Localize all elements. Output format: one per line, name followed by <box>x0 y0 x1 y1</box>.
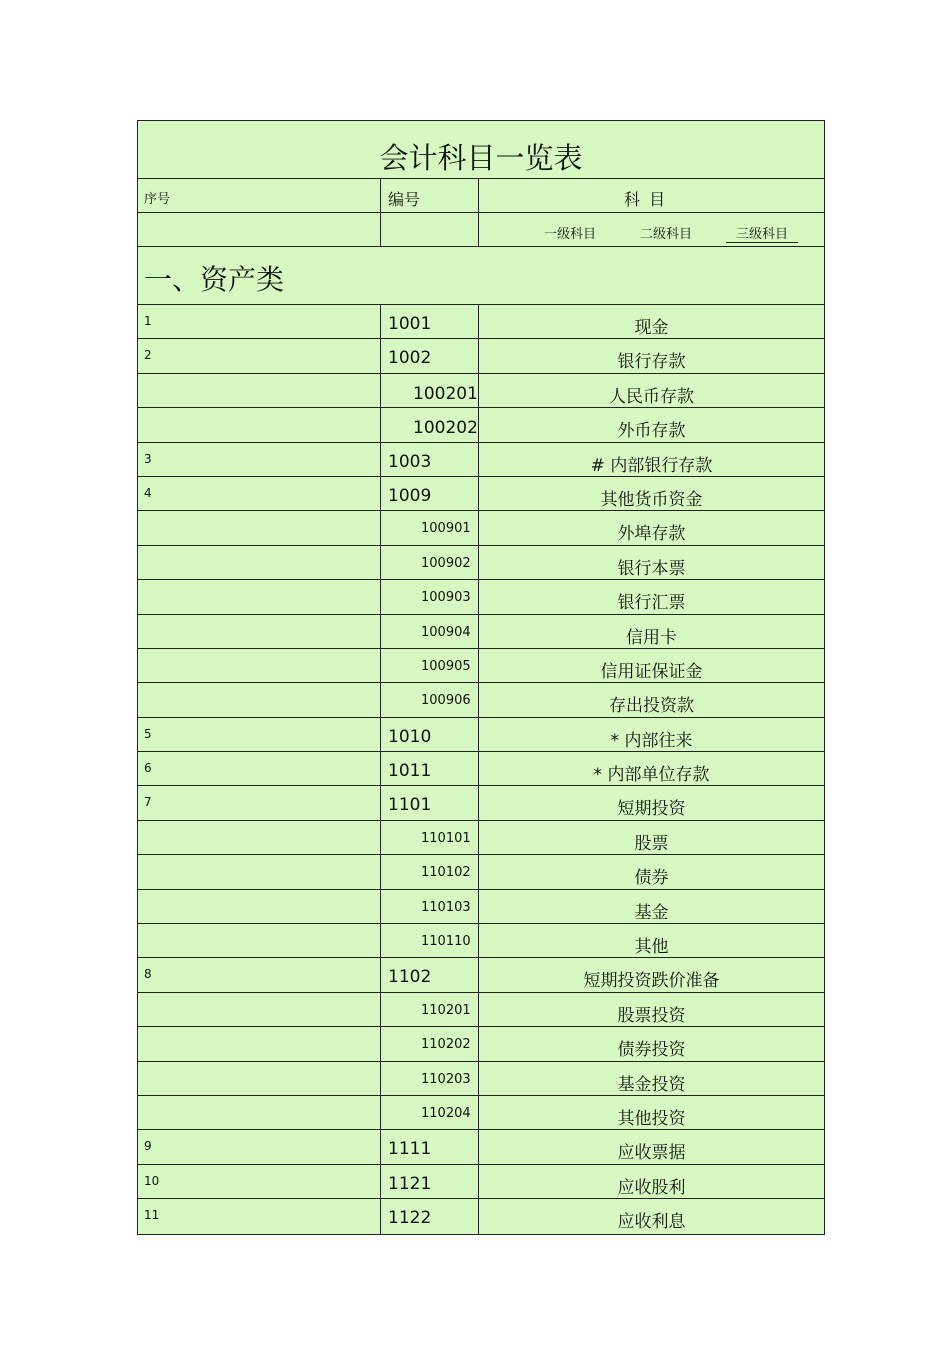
table-row <box>138 1027 824 1061</box>
table-row <box>138 1062 824 1096</box>
subject-header: 科 目 <box>624 190 668 209</box>
row-subject-name: 人民币存款 <box>609 386 694 407</box>
row-subject-name: 股票 <box>634 833 669 854</box>
row-subject-name: 现金 <box>634 318 669 338</box>
row-subject-name: 存出投资款 <box>609 696 694 717</box>
row-code: 100903 <box>421 590 471 606</box>
table-row <box>138 477 824 511</box>
row-code: 110101 <box>421 830 471 846</box>
table-row <box>138 993 824 1027</box>
row-code: 110204 <box>421 1105 471 1121</box>
row-subject-name: 应收票据 <box>617 1143 686 1164</box>
row-code: 1011 <box>388 761 432 782</box>
row-subject-name: 短期投资 <box>617 799 686 820</box>
row-subject-name: 短期投资跌价准备 <box>583 971 720 992</box>
row-subject-name: * 内部往来 <box>610 730 693 751</box>
row-code: 1009 <box>388 485 432 506</box>
table-row <box>138 752 824 786</box>
row-seq: 1 <box>144 314 152 328</box>
table-row <box>138 890 824 924</box>
row-subject-name: 其他货币资金 <box>600 489 703 510</box>
row-subject-name: # 内部银行存款 <box>590 455 713 476</box>
row-subject-name: 银行汇票 <box>617 593 686 614</box>
table-row <box>138 718 824 752</box>
row-subject-name: 外币存款 <box>617 421 686 442</box>
row-seq: 11 <box>144 1208 160 1223</box>
row-code: 110201 <box>421 1002 471 1018</box>
row-code: 1121 <box>388 1173 432 1194</box>
row-subject-name: 应收利息 <box>617 1212 686 1233</box>
row-code: 110103 <box>421 899 471 915</box>
table-row <box>138 443 824 477</box>
section-title: 一、资产类 <box>138 247 824 305</box>
table-row <box>138 958 824 992</box>
row-subject-name: 外埠存款 <box>617 524 686 545</box>
row-subject-name: 其他投资 <box>617 1108 686 1129</box>
level3-header: 三级科目 <box>726 223 798 243</box>
level-header-row <box>138 213 824 247</box>
header-row <box>138 179 824 213</box>
row-code: 1001 <box>388 314 432 334</box>
table-title: 会计科目一览表 <box>138 121 824 179</box>
table-row <box>138 821 824 855</box>
level2-header: 二级科目 <box>640 227 693 242</box>
row-code: 100906 <box>421 693 471 709</box>
row-subject-name: 应收股利 <box>617 1177 686 1198</box>
table-row <box>138 408 824 442</box>
row-subject-name: * 内部单位存款 <box>593 765 710 786</box>
table-row <box>138 615 824 649</box>
row-seq: 8 <box>144 967 152 982</box>
row-code: 1122 <box>388 1208 432 1229</box>
row-subject-name: 信用卡 <box>626 627 677 648</box>
row-code: 110102 <box>421 865 471 881</box>
row-subject-name: 基金 <box>634 902 669 923</box>
accounts-table <box>137 120 825 1235</box>
table-row <box>138 1199 824 1233</box>
row-seq: 5 <box>144 726 152 741</box>
row-subject-name: 其他 <box>634 937 669 958</box>
table-row <box>138 786 824 820</box>
row-code: 100901 <box>421 521 471 537</box>
table-row <box>138 649 824 683</box>
row-code: 100904 <box>421 624 471 640</box>
row-code: 110202 <box>421 1037 471 1053</box>
row-subject-name: 信用证保证金 <box>600 661 703 682</box>
row-seq: 2 <box>144 348 152 363</box>
row-subject-name: 银行存款 <box>617 352 686 373</box>
row-code: 100902 <box>421 555 471 571</box>
row-seq: 3 <box>144 451 152 466</box>
row-subject-name: 银行本票 <box>617 558 686 579</box>
table-body <box>138 305 824 1234</box>
table-row <box>138 511 824 545</box>
row-subject-name: 股票投资 <box>617 1005 686 1026</box>
row-seq: 7 <box>144 795 152 810</box>
row-code: 100201 <box>413 383 478 404</box>
row-seq: 6 <box>144 761 152 776</box>
seq-header: 序号 <box>144 192 171 207</box>
table-row <box>138 683 824 717</box>
code-header: 编号 <box>388 190 421 209</box>
table-row <box>138 1130 824 1164</box>
row-seq: 10 <box>144 1173 160 1188</box>
row-subject-name: 基金投资 <box>617 1074 686 1095</box>
table-row <box>138 339 824 373</box>
row-code: 110203 <box>421 1071 471 1087</box>
row-seq: 9 <box>144 1139 152 1154</box>
row-code: 1003 <box>388 451 432 472</box>
table-row <box>138 580 824 614</box>
row-code: 1010 <box>388 726 432 747</box>
table-row <box>138 1165 824 1199</box>
table-row <box>138 546 824 580</box>
level1-header: 一级科目 <box>544 227 597 242</box>
table-row <box>138 855 824 889</box>
row-code: 110110 <box>421 934 471 950</box>
row-subject-name: 债券投资 <box>617 1040 686 1061</box>
row-code: 1101 <box>388 795 432 816</box>
row-subject-name: 债券 <box>634 868 669 889</box>
row-code: 1102 <box>388 967 432 988</box>
table-row <box>138 305 824 339</box>
row-seq: 4 <box>144 485 152 500</box>
row-code: 100905 <box>421 658 471 674</box>
row-code: 1111 <box>388 1139 432 1160</box>
table-row <box>138 1096 824 1130</box>
table-row <box>138 924 824 958</box>
row-code: 100202 <box>413 418 478 439</box>
table-row <box>138 374 824 408</box>
row-code: 1002 <box>388 348 432 369</box>
